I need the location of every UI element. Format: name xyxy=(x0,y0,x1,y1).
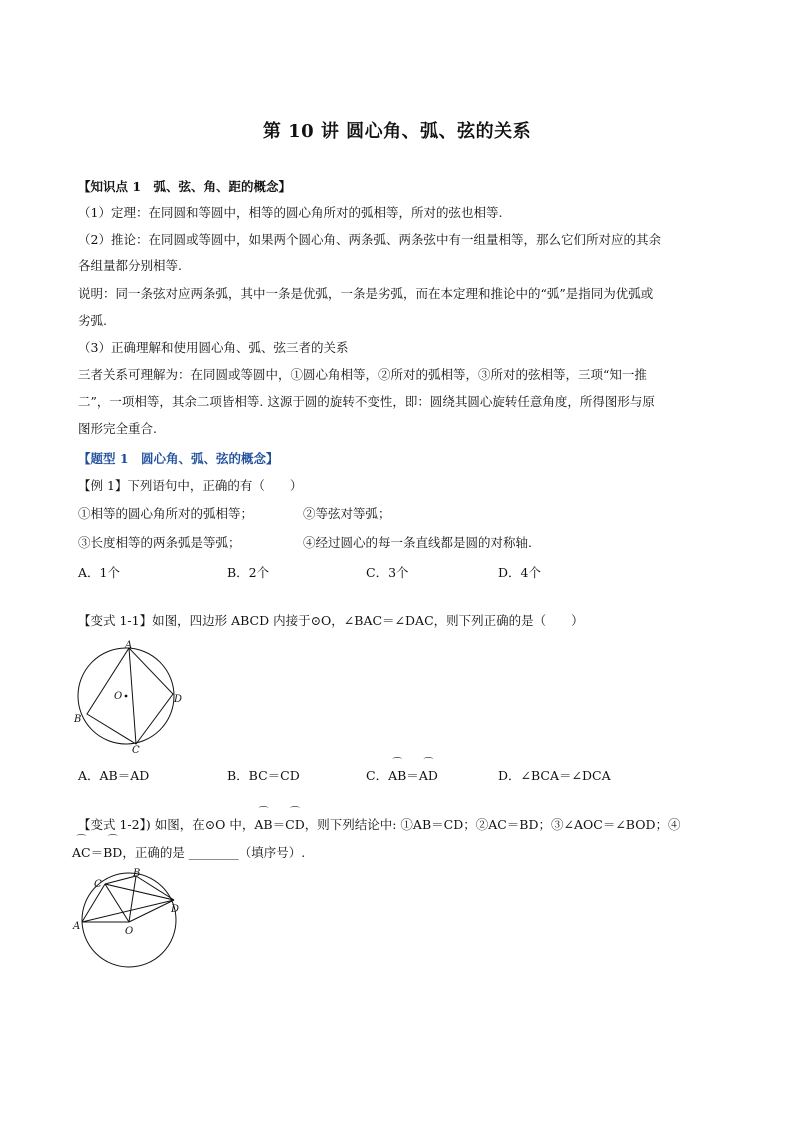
option-c-prefix: C． xyxy=(366,768,389,783)
radius-oc xyxy=(105,884,129,922)
chord-ad xyxy=(82,900,174,922)
variant-1-2-intro: 【变式 1-2】) 如图，在⊙O 中， xyxy=(78,817,255,832)
example1-option-a: A．1个 xyxy=(78,565,120,580)
label-d: D xyxy=(171,904,180,915)
label-c: C xyxy=(132,745,140,754)
example1-option-b: B．2个 xyxy=(227,565,270,580)
label-o: O xyxy=(114,691,123,702)
label-o: O xyxy=(125,926,134,937)
corollary-text-2: 各组量都分别相等. xyxy=(78,258,182,273)
equals-sign: ＝ xyxy=(406,768,419,783)
example1-statement-3: ③长度相等的两条弧是等弧； xyxy=(78,535,241,550)
arc-cd: ⌒ CD xyxy=(285,817,305,833)
label-b: B xyxy=(74,714,82,725)
label-c: C xyxy=(94,879,102,890)
variant-1-2-line-2 xyxy=(72,845,305,861)
variant-1-1-stem: 【变式 1-1】如图，四边形 ABCD 内接于⊙O，∠BAC＝∠DAC，则下列正确的是（ ） xyxy=(78,613,584,628)
question-type-header: 【题型 1 圆心角、弧、弦的概念】 xyxy=(78,451,279,466)
example1-stem: 【例 1】下列语句中，正确的有（ ） xyxy=(78,478,303,493)
theorem-text: （1）定理：在同圆和等圆中，相等的圆心角所对的弧相等，所对的弦也相等. xyxy=(78,205,503,220)
variant-1-1-option-d: D．∠BCA＝∠DCA xyxy=(498,768,611,783)
arc-ac: ⌒ AC xyxy=(72,845,91,861)
variant-1-1-option-a: A．AB＝AD xyxy=(78,768,150,783)
relation-text-2: 二”，一项相等，其余二项皆相等. 这源于圆的旋转不变性，即：圆绕其圆心旋转任意角度，所得图形与原 xyxy=(78,394,655,409)
label-b: B xyxy=(133,868,141,879)
radius-od xyxy=(129,900,174,922)
example1-option-c: C．3个 xyxy=(366,565,409,580)
variant-1-2-blank: ，正确的是 ________（填序号）. xyxy=(122,845,306,860)
variant-1-2-line-1 xyxy=(78,817,681,833)
example1-statement-1: ①相等的圆心角所对的弧相等； xyxy=(78,506,254,521)
relation-text-3: 图形完全重合. xyxy=(78,421,157,436)
example1-statement-4: ④经过圆心的每一条直线都是圆的对称轴. xyxy=(303,535,532,550)
knowledge-point-header: 【知识点 1 弧、弦、角、距的概念】 xyxy=(78,179,292,194)
label-d: D xyxy=(174,694,183,705)
note-text-2: 劣弧. xyxy=(78,313,107,328)
relation-text-1: 三者关系可理解为：在同圆或等圆中，①圆心角相等，②所对的弧相等，③所对的弦相等，三项“知一推 xyxy=(78,367,647,382)
example1-statement-2: ②等弦对等弧； xyxy=(303,506,391,521)
arc-ab: ⌒ AB xyxy=(388,768,406,783)
variant-1-1-option-c xyxy=(366,766,438,784)
arc-ad: ⌒ AD xyxy=(419,768,438,783)
note-text-1: 说明：同一条弦对应两条弧，其中一条是优弧，一条是劣弧，而在本定理和推论中的“弧”是指同为优弧或 xyxy=(78,286,654,301)
example1-option-d: D．4个 xyxy=(498,565,541,580)
variant-1-1-option-b: B．BC＝CD xyxy=(227,768,300,783)
variant-1-1-figure xyxy=(70,636,185,754)
variant-1-2-figure xyxy=(70,866,185,970)
arc-bd: ⌒ BD xyxy=(103,845,122,861)
label-a: A xyxy=(125,640,133,651)
page-title: 第 10 讲 圆心角、弧、弦的关系 xyxy=(262,121,532,142)
chord-bd xyxy=(136,876,174,900)
corollary-text-1: （2）推论：在同圆或等圆中，如果两个圆心角、两条弧、两条弦中有一组量相等，那么它们所对应的其余 xyxy=(78,232,661,247)
equals-sign: ＝ xyxy=(272,817,286,832)
center-point xyxy=(125,695,128,698)
label-a: A xyxy=(73,921,81,932)
arc-ab: ⌒ AB xyxy=(254,817,272,833)
variant-1-2-conclusions: ，则下列结论中: ①AB＝CD；②AC＝BD；③∠AOC＝∠BOD；④ xyxy=(304,817,681,832)
radius-ob xyxy=(129,876,136,922)
diagonal-ac xyxy=(129,648,136,744)
equals-sign: ＝ xyxy=(90,845,104,860)
relation-heading: （3）正确理解和使用圆心角、弧、弦三者的关系 xyxy=(78,340,349,355)
chord-cd-overlay xyxy=(105,884,174,900)
